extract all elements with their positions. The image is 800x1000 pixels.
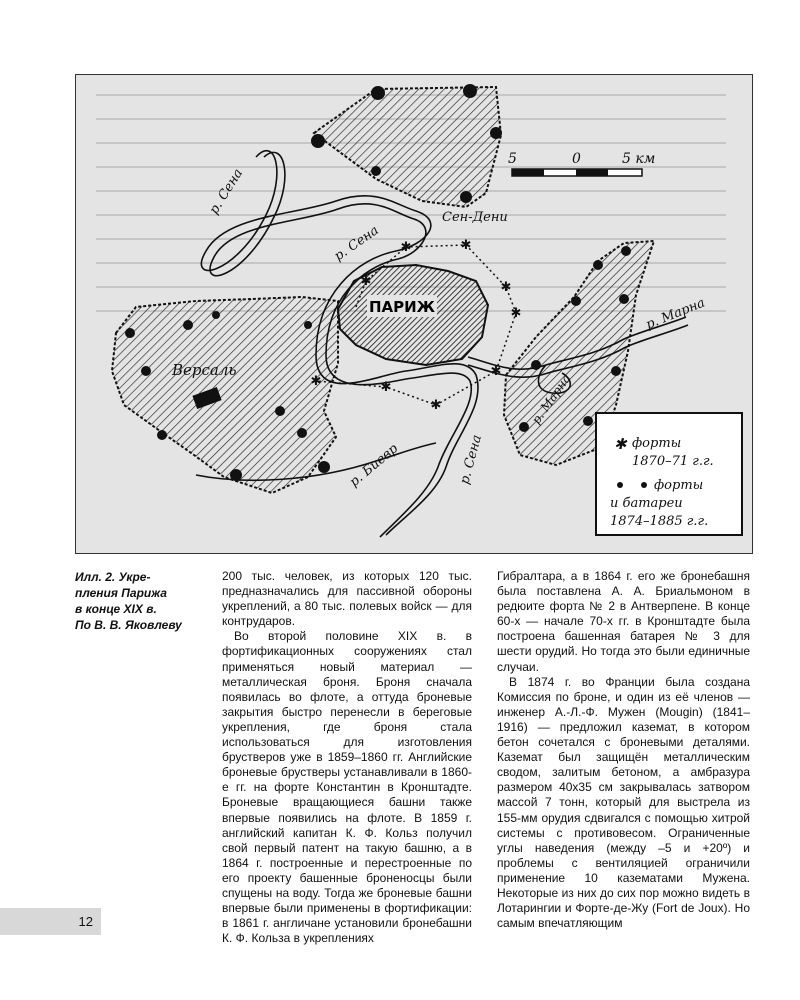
bievre-label: р. Биевр xyxy=(346,441,402,491)
svg-text:✱: ✱ xyxy=(360,274,372,289)
caption-line: в конце XIX в. xyxy=(75,602,157,616)
svg-text:✱: ✱ xyxy=(400,240,412,255)
legend-forts-1: форты xyxy=(632,436,682,451)
marne-label-2: р. Марна xyxy=(528,371,574,427)
text-column-1 xyxy=(222,569,472,946)
legend xyxy=(596,413,742,535)
caption-line: Илл. 2. Укре- xyxy=(75,570,151,584)
scale-mid: 0 xyxy=(572,151,581,167)
page-number-tab xyxy=(0,908,101,935)
scale-left: 5 xyxy=(508,151,517,167)
page-number: 12 xyxy=(78,914,93,929)
caption-line: По В. В. Яковлеву xyxy=(75,618,182,632)
paragraph: 200 тыс. человек, из которых 120 тыс. предназначались для пассивной обороны укреплений, а 80 тыс. полевых войск — для контрударов. xyxy=(222,569,472,629)
svg-text:✱: ✱ xyxy=(460,238,472,253)
paragraph: В 1874 г. во Франции была создана Комиссия по броне, и один из её членов — инженер А.-Л.-Ф. Мужен (Mougin) (1841–1916) — предложил каземат, в котором бетон сочетался с броневыми деталями. Каземат был защищён металлическим сводом, залитым бетоном, а амбразура размером 40х35 см закрывалась затвором массой 7 тонн, который для выстрела из 155-мм орудия сдвигался с помощью хитрой системы с противовесом. Ограниченные углы наведения (между –5 и +20º) и проблемы с вентиляцией ограничили применение 10 казематами Мужена. Некоторые из них до сих пор можно видеть в Лотарингии и Форте-де-Жу (Fort de Joux). Но самым впечатляющим xyxy=(497,674,750,931)
legend-batteries-2: и батареи xyxy=(610,496,683,511)
versailles-label: Версаль xyxy=(172,361,237,379)
marne-label-1: р. Марна xyxy=(643,295,708,333)
svg-text:✱: ✱ xyxy=(380,380,392,395)
saint-denis-label: Сен-Дени xyxy=(442,210,508,225)
svg-text:✱: ✱ xyxy=(490,364,502,379)
paris-label: ПАРИЖ xyxy=(368,298,436,316)
svg-text:✱: ✱ xyxy=(430,398,442,413)
scale-bar xyxy=(508,151,655,176)
seine-label-2: р. Сена xyxy=(331,222,382,265)
legend-batteries-3: 1874–1885 г.г. xyxy=(610,514,709,529)
north-zone xyxy=(314,87,501,207)
svg-text:✱: ✱ xyxy=(510,306,522,321)
fortifications-map xyxy=(76,75,752,553)
legend-batteries-1: форты xyxy=(654,478,704,493)
west-zone xyxy=(112,297,338,493)
figure-caption xyxy=(75,569,193,633)
text-column-2 xyxy=(497,569,750,931)
legend-forts-2: 1870–71 г.г. xyxy=(632,454,714,469)
paragraph: Во второй половине XIX в. в фортификационных сооружениях стал применяться новый материал — металлическая броня. Броня сначала появилась во флоте, а оттуда броневые закрытия быстро перенесли в береговые укрепления, где броня стала использоваться для изготовления брустверов уже в 1859–1860 гг. Английские броневые брустверы устанавливали в 1860-е гг. на форте Константин в Кронштадте. Броневые вращающиеся башни также впервые появились на флоте. В 1859 г. английский капитан К. Ф. Кольз получил свой первый патент на такую башню, а в 1864 г. построенные и перестроенные по его проекту башенные броненосцы были спущены на воду. Тогда же броневые башни впервые были применены в фортификации: в 1861 г. англичане установили бронебашни К. Ф. Кольза в укреплениях xyxy=(222,629,472,946)
map-illustration xyxy=(75,74,753,554)
svg-text:✱: ✱ xyxy=(500,280,512,295)
legend-battery-icon xyxy=(617,482,623,488)
scale-right: 5 км xyxy=(622,151,656,167)
seine-label-3: р. Сена xyxy=(457,433,485,487)
legend-fort-icon: ✱ xyxy=(614,435,627,453)
svg-text:✱: ✱ xyxy=(310,374,322,389)
paragraph: Гибралтара, а в 1864 г. его же бронебашня была поставлена А. А. Бриальмоном в редюите форта № 2 в Антверпене. В конце 60-х — начале 70-х гг. в Кронштадте была построена башенная батарея № 3 для шести орудий. Но тогда это были единичные случаи. xyxy=(497,569,750,674)
seine-label-1: р. Сена xyxy=(206,166,247,218)
caption-line: пления Парижа xyxy=(75,586,167,600)
